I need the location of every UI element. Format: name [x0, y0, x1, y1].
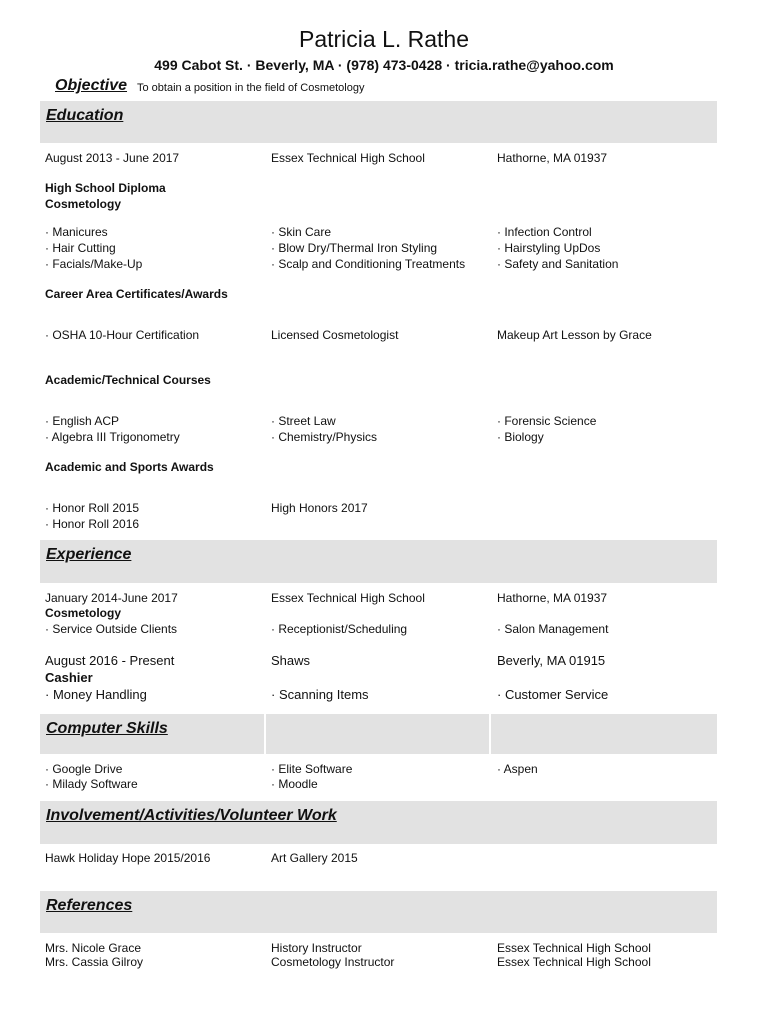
computer-skill-item: · Milady Software	[45, 777, 138, 791]
job-role: Cosmetology	[45, 606, 122, 620]
course-item: · Forensic Science	[497, 414, 597, 428]
course-item: · Algebra III Trigonometry	[45, 430, 180, 444]
skill-item: · Safety and Sanitation	[497, 257, 619, 271]
band-divider	[264, 714, 266, 754]
job-duty: · Money Handling	[45, 687, 147, 702]
job-duty: · Scanning Items	[271, 687, 369, 702]
education-school: Essex Technical High School	[271, 151, 425, 165]
education-degree: High School Diploma	[45, 181, 166, 195]
job-dates: January 2014-June 2017	[45, 591, 178, 605]
objective-label: Objective	[55, 77, 128, 94]
job-role: Cashier	[45, 670, 93, 685]
band-divider	[489, 714, 491, 754]
reference-org: Essex Technical High School	[497, 955, 651, 969]
reference-name: Mrs. Cassia Gilroy	[45, 955, 144, 969]
job-employer: Shaws	[271, 653, 311, 668]
references-title: References	[46, 897, 133, 914]
reference-role: History Instructor	[271, 941, 362, 955]
skill-item: · Manicures	[45, 225, 108, 239]
course-item: · Biology	[497, 430, 544, 444]
computer-skill-item: · Elite Software	[271, 762, 353, 776]
cert-item: · OSHA 10-Hour Certification	[45, 328, 200, 342]
skill-item: · Facials/Make-Up	[45, 257, 143, 271]
experience-section-header	[40, 540, 717, 583]
computer-skill-item: · Google Drive	[45, 762, 123, 776]
skill-item: · Scalp and Conditioning Treatments	[271, 257, 466, 271]
job-location: Beverly, MA 01915	[497, 653, 606, 668]
reference-name: Mrs. Nicole Grace	[45, 941, 142, 955]
certs-heading: Career Area Certificates/Awards	[45, 287, 228, 301]
involvement-item: Art Gallery 2015	[271, 851, 358, 865]
award-item: · Honor Roll 2015	[45, 501, 140, 515]
contact-line: 499 Cabot St. · Beverly, MA · (978) 473-0428 · tricia.rathe@yahoo.com	[154, 57, 614, 73]
skill-item: · Blow Dry/Thermal Iron Styling	[271, 241, 438, 255]
skill-item: · Hairstyling UpDos	[497, 241, 601, 255]
cert-item: Makeup Art Lesson by Grace	[497, 328, 652, 342]
awards-heading: Academic and Sports Awards	[45, 460, 214, 474]
education-program: Cosmetology	[45, 197, 122, 211]
job-dates: August 2016 - Present	[45, 653, 175, 668]
education-title: Education	[46, 107, 124, 124]
course-item: · Street Law	[271, 414, 336, 428]
skill-item: · Hair Cutting	[45, 241, 116, 255]
reference-org: Essex Technical High School	[497, 941, 651, 955]
involvement-item: Hawk Holiday Hope 2015/2016	[45, 851, 211, 865]
skill-item: · Infection Control	[497, 225, 592, 239]
course-item: · English ACP	[45, 414, 120, 428]
courses-heading: Academic/Technical Courses	[45, 373, 211, 387]
job-employer: Essex Technical High School	[271, 591, 425, 605]
involvement-section-header	[40, 801, 717, 844]
computer-skill-item: · Moodle	[271, 777, 318, 791]
award-item: High Honors 2017	[271, 501, 368, 515]
experience-title: Experience	[46, 546, 132, 563]
education-section-header	[40, 101, 717, 143]
computer-skills-section-header	[40, 714, 717, 754]
job-location: Hathorne, MA 01937	[497, 591, 608, 605]
cert-item: Licensed Cosmetologist	[271, 328, 399, 342]
objective-text: To obtain a position in the field of Cosmetology	[137, 82, 365, 94]
education-dates: August 2013 - June 2017	[45, 151, 180, 165]
computer-skills-title: Computer Skills	[46, 720, 168, 737]
award-item: · Honor Roll 2016	[45, 517, 140, 531]
involvement-title: Involvement/Activities/Volunteer Work	[46, 807, 337, 824]
references-section-header	[40, 891, 717, 933]
reference-role: Cosmetology Instructor	[271, 955, 395, 969]
skill-item: · Skin Care	[271, 225, 332, 239]
computer-skill-item: · Aspen	[497, 762, 538, 776]
job-duty: · Service Outside Clients	[45, 622, 178, 636]
job-duty: · Customer Service	[497, 687, 609, 702]
job-duty: · Receptionist/Scheduling	[271, 622, 408, 636]
job-duty: · Salon Management	[497, 622, 609, 636]
resume-name: Patricia L. Rathe	[298, 26, 470, 52]
course-item: · Chemistry/Physics	[271, 430, 378, 444]
education-location: Hathorne, MA 01937	[497, 151, 608, 165]
